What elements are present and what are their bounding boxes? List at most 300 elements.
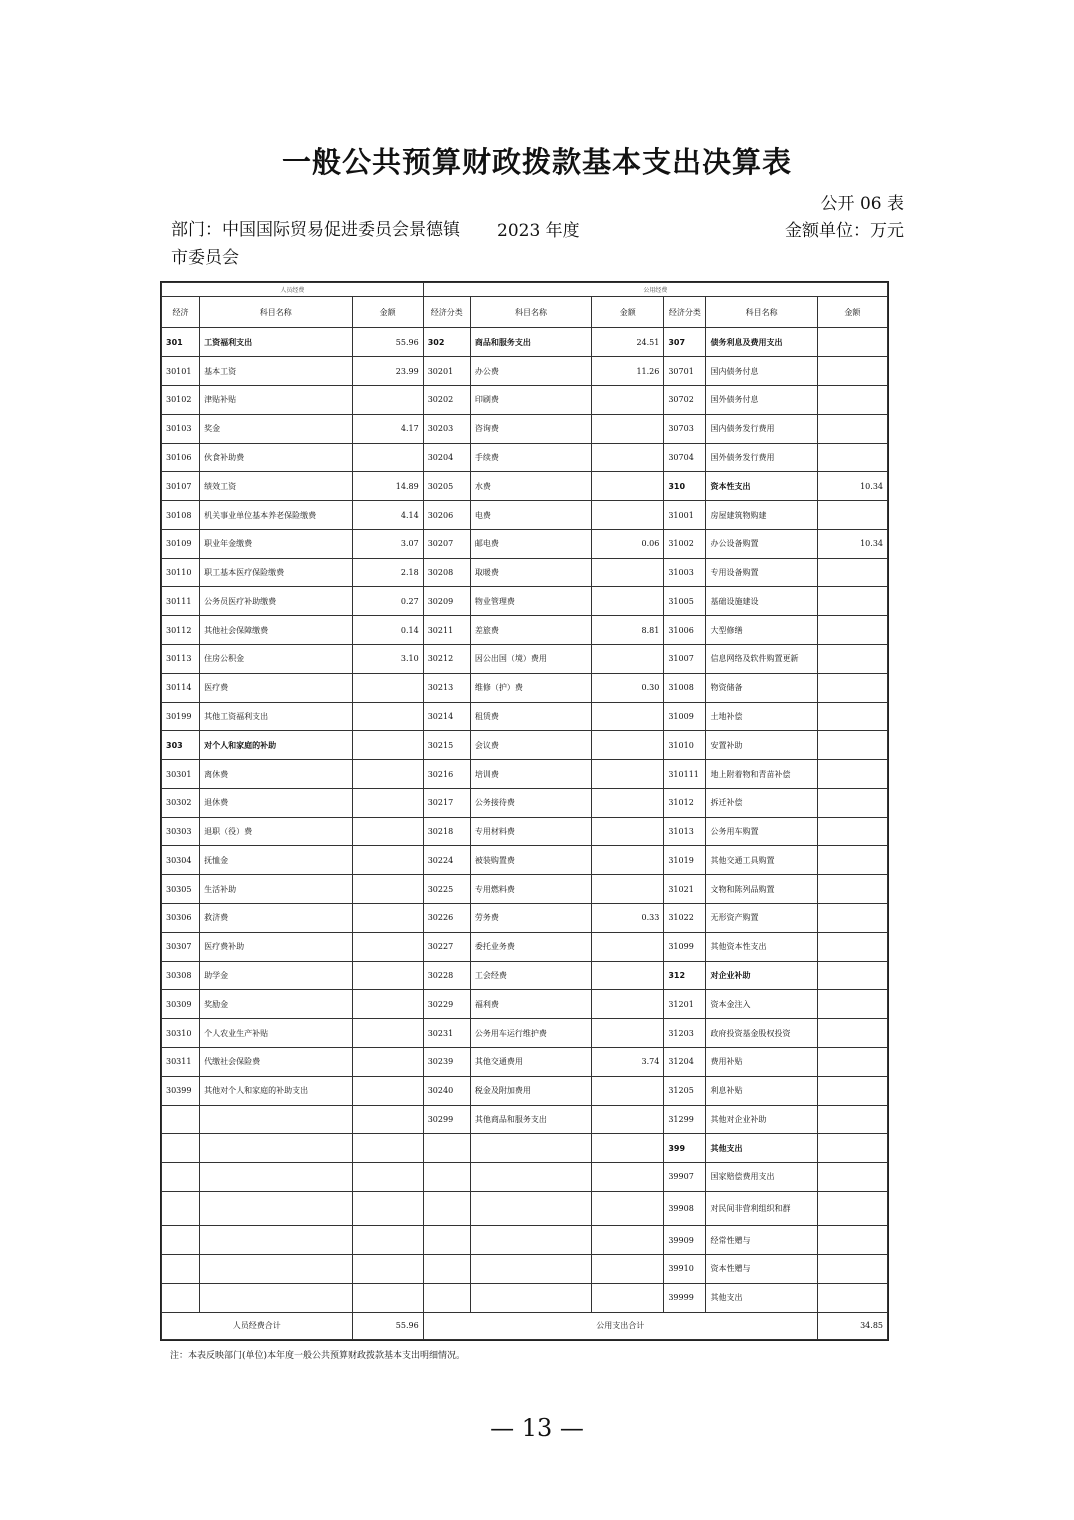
code-cell: 30224 xyxy=(423,846,470,875)
code-cell: 30218 xyxy=(423,817,470,846)
amount-cell: 11.26 xyxy=(592,357,664,386)
amount-cell xyxy=(352,961,423,990)
amount-cell xyxy=(817,1019,887,1048)
amount-cell xyxy=(817,875,887,904)
code-cell: 30214 xyxy=(423,702,470,731)
amount-cell xyxy=(352,385,423,414)
table-row xyxy=(162,645,888,674)
item-name-cell: 离休费 xyxy=(200,760,352,789)
amount-cell: 24.51 xyxy=(592,328,664,357)
item-name-cell xyxy=(470,1163,591,1192)
item-name-cell: 医疗费补助 xyxy=(200,932,352,961)
code-cell: 399 xyxy=(664,1134,706,1163)
item-name-cell: 其他资本性支出 xyxy=(706,932,817,961)
amount-cell: 0.30 xyxy=(592,673,664,702)
amount-cell: 23.99 xyxy=(352,357,423,386)
code-cell: 307 xyxy=(664,328,706,357)
amount-cell xyxy=(592,443,664,472)
item-name-cell xyxy=(470,1283,591,1312)
code-cell: 31005 xyxy=(664,587,706,616)
item-name-cell: 大型修缮 xyxy=(706,616,817,645)
item-name-cell: 国外债务付息 xyxy=(706,385,817,414)
code-cell: 30213 xyxy=(423,673,470,702)
item-name-cell: 绩效工资 xyxy=(200,472,352,501)
amount-cell xyxy=(352,990,423,1019)
code-cell: 31006 xyxy=(664,616,706,645)
table-row xyxy=(162,328,888,357)
code-cell: 39999 xyxy=(664,1283,706,1312)
item-name-cell: 其他交通工具购置 xyxy=(706,846,817,875)
item-name-cell: 资本性赠与 xyxy=(706,1254,817,1283)
code-cell: 310111 xyxy=(664,760,706,789)
public-total-label: 公用支出合计 xyxy=(423,1312,817,1339)
item-name-cell: 对企业补助 xyxy=(706,961,817,990)
code-cell: 30109 xyxy=(162,529,200,558)
item-name-cell: 差旅费 xyxy=(470,616,591,645)
item-name-cell: 助学金 xyxy=(200,961,352,990)
amount-cell xyxy=(592,846,664,875)
amount-cell xyxy=(352,1254,423,1283)
item-name-cell: 信息网络及软件购置更新 xyxy=(706,645,817,674)
table-row xyxy=(162,1283,888,1312)
item-name-cell: 工资福利支出 xyxy=(200,328,352,357)
item-name-cell: 其他对企业补助 xyxy=(706,1105,817,1134)
table-row xyxy=(162,414,888,443)
table-row xyxy=(162,1076,888,1105)
item-name-cell: 物资储备 xyxy=(706,673,817,702)
amount-cell: 0.14 xyxy=(352,616,423,645)
item-name-cell: 医疗费 xyxy=(200,673,352,702)
code-cell: 39908 xyxy=(664,1191,706,1225)
amount-cell: 14.89 xyxy=(352,472,423,501)
table-row xyxy=(162,1226,888,1255)
amount-cell xyxy=(817,414,887,443)
item-name-cell: 对民间非营利组织和群 xyxy=(706,1191,817,1225)
personnel-total-value: 55.96 xyxy=(352,1312,423,1339)
item-name-cell: 国内债务付息 xyxy=(706,357,817,386)
amount-cell xyxy=(352,875,423,904)
code-cell: 30101 xyxy=(162,357,200,386)
page-number: — 13 — xyxy=(490,1414,584,1442)
code-cell xyxy=(423,1254,470,1283)
item-name-cell xyxy=(470,1134,591,1163)
item-name-cell xyxy=(470,1226,591,1255)
code-cell: 30211 xyxy=(423,616,470,645)
amount-cell xyxy=(817,1163,887,1192)
item-name-cell: 办公设备购置 xyxy=(706,529,817,558)
item-name-cell: 资本性支出 xyxy=(706,472,817,501)
code-cell: 30228 xyxy=(423,961,470,990)
totals-row xyxy=(162,1312,888,1339)
code-cell xyxy=(423,1226,470,1255)
amount-cell xyxy=(592,817,664,846)
table-row xyxy=(162,961,888,990)
code-cell: 31021 xyxy=(664,875,706,904)
expenditure-table xyxy=(160,281,889,1341)
code-cell: 31203 xyxy=(664,1019,706,1048)
amount-cell: 0.27 xyxy=(352,587,423,616)
code-cell xyxy=(423,1191,470,1225)
code-cell: 30112 xyxy=(162,616,200,645)
code-cell: 30216 xyxy=(423,760,470,789)
table-row xyxy=(162,443,888,472)
table-row xyxy=(162,1047,888,1076)
item-name-cell: 手续费 xyxy=(470,443,591,472)
item-name-cell xyxy=(200,1191,352,1225)
item-name-cell: 因公出国（境）费用 xyxy=(470,645,591,674)
code-cell: 30702 xyxy=(664,385,706,414)
item-name-cell: 公务接待费 xyxy=(470,788,591,817)
code-cell: 31019 xyxy=(664,846,706,875)
code-cell: 31099 xyxy=(664,932,706,961)
item-name-cell: 费用补贴 xyxy=(706,1047,817,1076)
item-name-cell: 水费 xyxy=(470,472,591,501)
code-cell: 30701 xyxy=(664,357,706,386)
table-row xyxy=(162,1191,888,1225)
table-note: 注：本表反映部门(单位)本年度一般公共预算财政拨款基本支出明细情况。 xyxy=(170,1351,466,1361)
code-cell: 302 xyxy=(423,328,470,357)
amount-cell xyxy=(817,1254,887,1283)
amount-cell xyxy=(352,1283,423,1312)
amount-cell xyxy=(592,731,664,760)
amount-cell: 4.14 xyxy=(352,501,423,530)
code-cell: 30229 xyxy=(423,990,470,1019)
table-row xyxy=(162,760,888,789)
code-cell: 31007 xyxy=(664,645,706,674)
amount-cell: 55.96 xyxy=(352,328,423,357)
group-header-personnel: 人员经费 xyxy=(162,283,424,297)
item-name-cell: 救济费 xyxy=(200,904,352,933)
code-cell: 39910 xyxy=(664,1254,706,1283)
item-name-cell: 资本金注入 xyxy=(706,990,817,1019)
amount-cell xyxy=(817,1283,887,1312)
amount-cell xyxy=(817,357,887,386)
table-row xyxy=(162,875,888,904)
item-name-cell: 对个人和家庭的补助 xyxy=(200,731,352,760)
code-cell: 31001 xyxy=(664,501,706,530)
item-name-cell: 培训费 xyxy=(470,760,591,789)
amount-cell xyxy=(817,961,887,990)
table-row xyxy=(162,702,888,731)
code-cell: 30299 xyxy=(423,1105,470,1134)
code-cell: 30307 xyxy=(162,932,200,961)
item-name-cell: 取暖费 xyxy=(470,558,591,587)
code-cell: 30212 xyxy=(423,645,470,674)
code-cell: 30203 xyxy=(423,414,470,443)
code-cell: 30302 xyxy=(162,788,200,817)
item-name-cell: 商品和服务支出 xyxy=(470,328,591,357)
item-name-cell: 咨询费 xyxy=(470,414,591,443)
item-name-cell: 生活补助 xyxy=(200,875,352,904)
amount-cell xyxy=(352,1163,423,1192)
amount-cell: 3.10 xyxy=(352,645,423,674)
code-cell: 31022 xyxy=(664,904,706,933)
amount-cell xyxy=(592,1283,664,1312)
item-name-cell: 其他交通费用 xyxy=(470,1047,591,1076)
item-name-cell: 伙食补助费 xyxy=(200,443,352,472)
item-name-cell: 委托业务费 xyxy=(470,932,591,961)
table-row xyxy=(162,673,888,702)
amount-cell: 3.74 xyxy=(592,1047,664,1076)
code-cell: 30206 xyxy=(423,501,470,530)
table-row xyxy=(162,731,888,760)
item-name-cell: 基本工资 xyxy=(200,357,352,386)
column-header: 科目名称 xyxy=(706,297,817,328)
amount-cell xyxy=(817,932,887,961)
amount-cell xyxy=(817,616,887,645)
item-name-cell: 安置补助 xyxy=(706,731,817,760)
code-cell: 30102 xyxy=(162,385,200,414)
item-name-cell: 国内债务发行费用 xyxy=(706,414,817,443)
table-row xyxy=(162,990,888,1019)
amount-cell xyxy=(817,443,887,472)
code-cell: 30107 xyxy=(162,472,200,501)
code-cell: 39907 xyxy=(664,1163,706,1192)
amount-cell xyxy=(592,932,664,961)
code-cell: 30231 xyxy=(423,1019,470,1048)
amount-cell xyxy=(592,587,664,616)
code-cell: 31205 xyxy=(664,1076,706,1105)
table-row xyxy=(162,587,888,616)
code-cell: 30239 xyxy=(423,1047,470,1076)
code-cell: 30704 xyxy=(664,443,706,472)
amount-cell xyxy=(592,1191,664,1225)
table-row xyxy=(162,846,888,875)
amount-cell xyxy=(592,990,664,1019)
amount-cell xyxy=(352,731,423,760)
item-name-cell: 房屋建筑物购建 xyxy=(706,501,817,530)
code-cell xyxy=(162,1134,200,1163)
item-name-cell xyxy=(200,1105,352,1134)
item-name-cell: 其他支出 xyxy=(706,1134,817,1163)
table-row xyxy=(162,1254,888,1283)
code-cell: 39909 xyxy=(664,1226,706,1255)
code-cell: 30240 xyxy=(423,1076,470,1105)
table-row xyxy=(162,1163,888,1192)
item-name-cell: 政府投资基金股权投资 xyxy=(706,1019,817,1048)
amount-cell xyxy=(817,731,887,760)
amount-cell xyxy=(817,1076,887,1105)
amount-cell xyxy=(352,788,423,817)
item-name-cell: 土地补偿 xyxy=(706,702,817,731)
code-cell: 30226 xyxy=(423,904,470,933)
item-name-cell: 印刷费 xyxy=(470,385,591,414)
item-name-cell xyxy=(470,1254,591,1283)
table-row xyxy=(162,788,888,817)
code-cell: 30305 xyxy=(162,875,200,904)
table-row xyxy=(162,558,888,587)
code-cell: 30106 xyxy=(162,443,200,472)
amount-cell xyxy=(352,1105,423,1134)
code-cell: 30114 xyxy=(162,673,200,702)
code-cell: 303 xyxy=(162,731,200,760)
amount-cell xyxy=(592,645,664,674)
code-cell: 30310 xyxy=(162,1019,200,1048)
item-name-cell: 职工基本医疗保险缴费 xyxy=(200,558,352,587)
amount-cell: 8.81 xyxy=(592,616,664,645)
personnel-total-label: 人员经费合计 xyxy=(162,1312,353,1339)
column-header: 经济分类 xyxy=(664,297,706,328)
amount-cell xyxy=(352,1191,423,1225)
item-name-cell: 其他支出 xyxy=(706,1283,817,1312)
amount-cell: 0.33 xyxy=(592,904,664,933)
amount-cell xyxy=(352,673,423,702)
item-name-cell: 会议费 xyxy=(470,731,591,760)
item-name-cell: 职业年金缴费 xyxy=(200,529,352,558)
amount-cell xyxy=(352,1047,423,1076)
column-header: 金额 xyxy=(817,297,887,328)
item-name-cell: 其他商品和服务支出 xyxy=(470,1105,591,1134)
amount-cell xyxy=(592,702,664,731)
code-cell: 30308 xyxy=(162,961,200,990)
item-name-cell: 拆迁补偿 xyxy=(706,788,817,817)
code-cell: 31002 xyxy=(664,529,706,558)
amount-cell xyxy=(817,1047,887,1076)
code-cell: 30399 xyxy=(162,1076,200,1105)
department-label: 部门：中国国际贸易促进委员会景德镇市委员会 xyxy=(171,220,460,268)
item-name-cell: 个人农业生产补贴 xyxy=(200,1019,352,1048)
amount-cell xyxy=(352,443,423,472)
item-name-cell: 专用材料费 xyxy=(470,817,591,846)
code-cell: 30703 xyxy=(664,414,706,443)
item-name-cell: 被装购置费 xyxy=(470,846,591,875)
amount-cell xyxy=(352,702,423,731)
code-cell: 31010 xyxy=(664,731,706,760)
amount-cell xyxy=(817,1134,887,1163)
code-cell: 30202 xyxy=(423,385,470,414)
page-title: 一般公共预算财政拨款基本支出决算表 xyxy=(281,145,792,179)
code-cell xyxy=(423,1134,470,1163)
item-name-cell: 公务用车购置 xyxy=(706,817,817,846)
group-header-public: 公用经费 xyxy=(423,283,887,297)
amount-cell xyxy=(352,846,423,875)
item-name-cell: 公务员医疗补助缴费 xyxy=(200,587,352,616)
column-header: 经济 xyxy=(162,297,200,328)
amount-cell xyxy=(817,904,887,933)
item-name-cell: 工会经费 xyxy=(470,961,591,990)
code-cell: 30309 xyxy=(162,990,200,1019)
item-name-cell: 公务用车运行维护费 xyxy=(470,1019,591,1048)
amount-cell: 3.07 xyxy=(352,529,423,558)
item-name-cell: 机关事业单位基本养老保险缴费 xyxy=(200,501,352,530)
code-cell xyxy=(423,1283,470,1312)
item-name-cell: 电费 xyxy=(470,501,591,530)
item-name-cell xyxy=(200,1163,352,1192)
table-row xyxy=(162,904,888,933)
item-name-cell: 代缴社会保险费 xyxy=(200,1047,352,1076)
amount-cell xyxy=(817,501,887,530)
amount-cell xyxy=(817,760,887,789)
item-name-cell: 国外债务发行费用 xyxy=(706,443,817,472)
code-cell: 30303 xyxy=(162,817,200,846)
amount-cell: 10.34 xyxy=(817,472,887,501)
code-cell: 30227 xyxy=(423,932,470,961)
code-cell: 31009 xyxy=(664,702,706,731)
amount-cell xyxy=(352,817,423,846)
item-name-cell: 邮电费 xyxy=(470,529,591,558)
amount-cell xyxy=(592,1134,664,1163)
amount-cell xyxy=(592,1105,664,1134)
item-name-cell: 债务利息及费用支出 xyxy=(706,328,817,357)
item-name-cell: 租赁费 xyxy=(470,702,591,731)
amount-cell xyxy=(592,472,664,501)
code-cell: 30207 xyxy=(423,529,470,558)
table-row xyxy=(162,932,888,961)
amount-cell xyxy=(817,587,887,616)
code-cell: 30103 xyxy=(162,414,200,443)
column-header: 科目名称 xyxy=(470,297,591,328)
amount-cell xyxy=(817,846,887,875)
amount-cell xyxy=(592,1254,664,1283)
code-cell: 30311 xyxy=(162,1047,200,1076)
amount-cell xyxy=(817,702,887,731)
item-name-cell: 福利费 xyxy=(470,990,591,1019)
item-name-cell: 劳务费 xyxy=(470,904,591,933)
code-cell: 30205 xyxy=(423,472,470,501)
item-name-cell: 办公费 xyxy=(470,357,591,386)
item-name-cell: 奖励金 xyxy=(200,990,352,1019)
fiscal-year: 2023 年度 xyxy=(497,221,580,241)
column-header: 经济分类 xyxy=(423,297,470,328)
item-name-cell xyxy=(200,1283,352,1312)
table-row xyxy=(162,472,888,501)
amount-cell: 4.17 xyxy=(352,414,423,443)
column-header: 金额 xyxy=(352,297,423,328)
item-name-cell: 物业管理费 xyxy=(470,587,591,616)
amount-unit: 金额单位：万元 xyxy=(785,221,904,241)
code-cell xyxy=(162,1191,200,1225)
amount-cell xyxy=(352,1019,423,1048)
table-row xyxy=(162,616,888,645)
code-cell xyxy=(162,1105,200,1134)
amount-cell xyxy=(817,1226,887,1255)
item-name-cell: 抚恤金 xyxy=(200,846,352,875)
code-cell xyxy=(423,1163,470,1192)
amount-cell xyxy=(592,414,664,443)
amount-cell xyxy=(352,1226,423,1255)
amount-cell xyxy=(592,501,664,530)
amount-cell: 10.34 xyxy=(817,529,887,558)
amount-cell xyxy=(592,875,664,904)
table-row xyxy=(162,1019,888,1048)
item-name-cell: 其他社会保障缴费 xyxy=(200,616,352,645)
amount-cell xyxy=(817,673,887,702)
amount-cell xyxy=(352,760,423,789)
amount-cell xyxy=(352,932,423,961)
amount-cell xyxy=(592,961,664,990)
item-name-cell: 退职（役）费 xyxy=(200,817,352,846)
amount-cell xyxy=(817,328,887,357)
table-row xyxy=(162,501,888,530)
item-name-cell: 利息补贴 xyxy=(706,1076,817,1105)
item-name-cell: 地上附着物和青苗补偿 xyxy=(706,760,817,789)
amount-cell: 2.18 xyxy=(352,558,423,587)
public-total-value: 34.85 xyxy=(817,1312,887,1339)
item-name-cell: 专用设备购置 xyxy=(706,558,817,587)
amount-cell xyxy=(817,1191,887,1225)
code-cell: 31299 xyxy=(664,1105,706,1134)
amount-cell xyxy=(592,385,664,414)
item-name-cell xyxy=(200,1226,352,1255)
item-name-cell xyxy=(200,1254,352,1283)
code-cell: 31008 xyxy=(664,673,706,702)
code-cell: 30215 xyxy=(423,731,470,760)
amount-cell xyxy=(592,1019,664,1048)
item-name-cell: 退休费 xyxy=(200,788,352,817)
amount-cell xyxy=(817,990,887,1019)
code-cell: 31012 xyxy=(664,788,706,817)
item-name-cell: 专用燃料费 xyxy=(470,875,591,904)
